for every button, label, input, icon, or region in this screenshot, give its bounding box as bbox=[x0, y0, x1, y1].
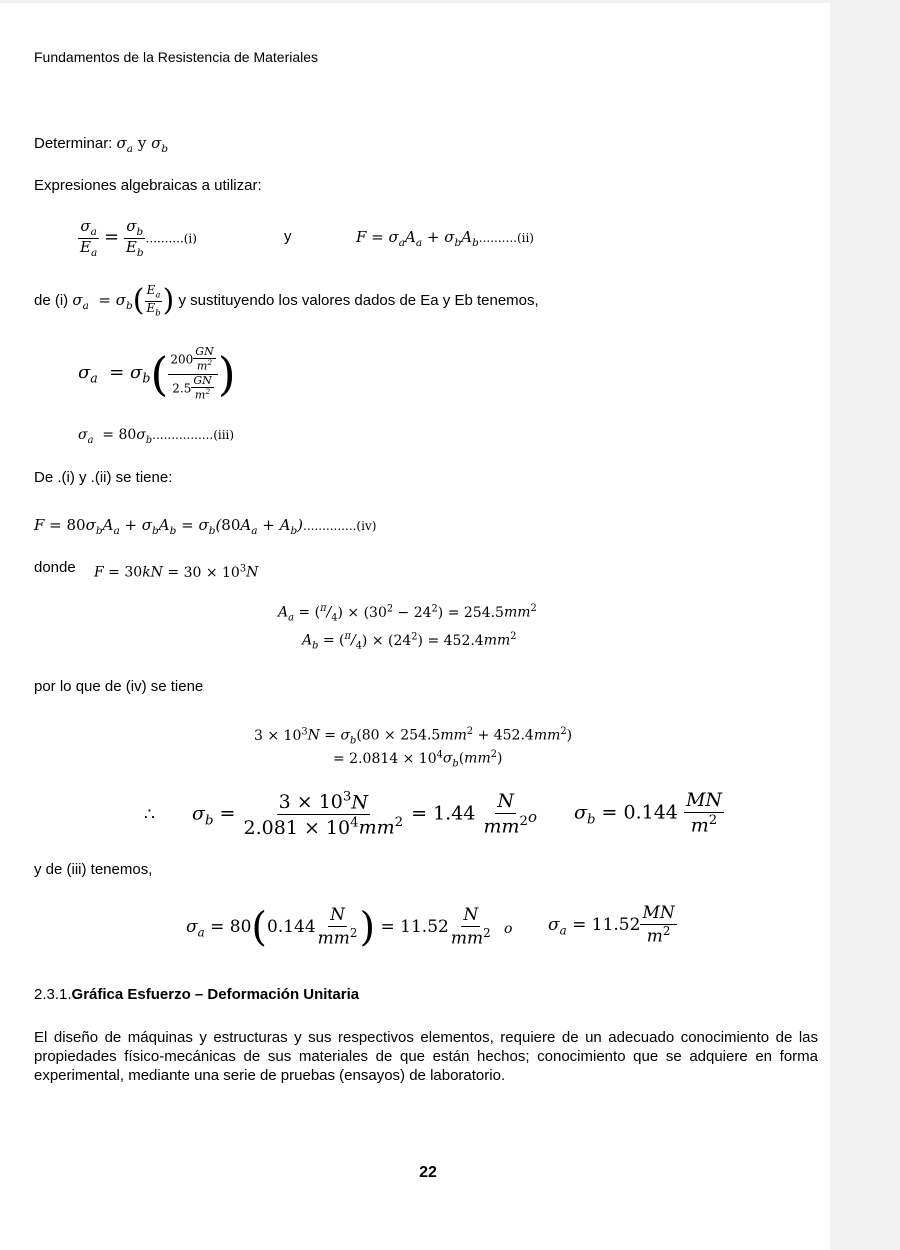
sigma-a-substitution: $\sigma_a = \sigma_b$( 200 $\frac{GN}{m^2}$ 2.5 $\frac{GN}{m^2}$ ) bbox=[78, 344, 236, 402]
right-margin-panel bbox=[830, 0, 900, 1250]
mn-per-m2-fraction: $\frac{MN}{m^2}$ bbox=[685, 789, 723, 837]
sigma-b-fraction: $\frac{3 \times 10^3N}{2.081 \times 10^4mm^2}$ bbox=[243, 790, 404, 839]
expresiones-label: Expresiones algebraicas a utilizar: bbox=[34, 177, 262, 194]
inner-n-per-mm2-fraction: $\frac{N}{mm^2}$ bbox=[317, 905, 358, 949]
determinar-expression: $\sigma_a$ y $\sigma_b$ bbox=[116, 134, 169, 155]
de-i-ii-line: De .(i) y .(ii) se tiene: bbox=[34, 469, 173, 486]
de-i-line bbox=[34, 282, 539, 324]
n-per-mm2-fraction: $\frac{N}{mm^2}$ bbox=[483, 790, 528, 838]
area-a-equation: $A_a = (^\pi/_4) \times (30^2 - 24^2) = 254.5mm^2$ bbox=[278, 603, 537, 624]
por-lo-que-line: por lo que de (iv) se tiene bbox=[34, 678, 204, 695]
fraction-sigma-a-over-ea: $\frac{\sigma_a}{E_a}$ bbox=[80, 217, 98, 260]
equation-ii: $F = \sigma_aA_a + \sigma_bA_b..........(ii)$ bbox=[356, 228, 534, 249]
de-i-suffix: y sustituyendo los valores dados de Ea y Eb tenemos, bbox=[178, 292, 539, 309]
equation-substitution-1: $3 \times 10^3N = \sigma_b(80 \times 254.5mm^2 + 452.4mm^2)$ bbox=[254, 726, 573, 747]
section-heading bbox=[34, 986, 359, 1004]
section-title: Gráfica Esfuerzo – Deformación Unitaria bbox=[71, 986, 360, 1003]
or-word-2: o bbox=[504, 921, 513, 937]
equation-iv-tag: ..............(iv) bbox=[303, 519, 377, 533]
y-de-iii-line: y de (iii) tenemos, bbox=[34, 861, 153, 878]
force-value: $F = 30kN = 30 \times 10^3N$ bbox=[94, 563, 259, 581]
de-i-prefix: de (i) bbox=[34, 292, 69, 309]
area-b-equation: $A_b = (^\pi/_4) \times (24^2) = 452.4mm^2$ bbox=[302, 631, 517, 652]
sigma-b-result: $\sigma_b$ = $\frac{3 \times 10^3N}{2.081 \times 10^4mm^2}$ = 1.44 $\frac{N}{mm^2}$ bbox=[192, 790, 528, 839]
sigma-a-relation: $\sigma_a = \sigma_b$( $\frac{E_a}{E_b}$ ) bbox=[72, 283, 175, 318]
sigma-a-n-per-mm2-fraction: $\frac{N}{mm^2}$ bbox=[450, 905, 491, 949]
equation-ii-tag: ..........(ii) bbox=[478, 231, 534, 245]
equation-i: $\frac{\sigma_a}{E_a}$ = $\frac{\sigma_b}{E_b}$ ..........(i) bbox=[80, 217, 197, 260]
determinar-label: Determinar: bbox=[34, 135, 113, 152]
page-header: Fundamentos de la Resistencia de Materiales bbox=[34, 49, 319, 65]
sigma-a-result-mn: $\sigma_a = 11.52$ $\frac{MN}{m^2}$ bbox=[548, 903, 675, 947]
body-paragraph: El diseño de máquinas y estructuras y sus respectivos elementos, requiere de un adecuado conocimiento de las propiedades físico-mecánicas de sus materiales de que están hechos; conocimiento que se adquiere en forma experimental, mediante una serie de pruebas (ensayos) de laboratorio. bbox=[34, 1029, 818, 1084]
equation-substitution-2: = $2.0814 \times 10^4\sigma_b(mm^2)$ bbox=[333, 749, 503, 770]
equation-iii-tag: ................(iii) bbox=[152, 428, 235, 442]
equation-iv: $F = 80\sigma_bA_a + \sigma_bA_b = \sigma_b(80A_a + A_b)..............(iv)$ bbox=[34, 516, 377, 537]
section-number: 2.3.1. bbox=[34, 986, 72, 1003]
page-number: 22 bbox=[419, 1164, 437, 1181]
donde-label: donde bbox=[34, 559, 76, 576]
equation-i-tag: ..........(i) bbox=[145, 231, 197, 246]
sigma-b-result-mn: $\sigma_b = 0.144$ $\frac{MN}{m^2}$ bbox=[574, 789, 723, 837]
sigma-a-mn-per-m2-fraction: $\frac{MN}{m^2}$ bbox=[642, 903, 675, 947]
modulus-ratio-fraction: 200 $\frac{GN}{m^2}$ 2.5 $\frac{GN}{m^2}$ bbox=[168, 346, 217, 403]
conjunction-y: y bbox=[284, 228, 292, 245]
sigma-a-result: $\sigma_a = 80(0.144$ $\frac{N}{mm^2}$ ) = 11.52 $\frac{N}{mm^2}$ bbox=[186, 904, 491, 951]
or-word-1: o bbox=[528, 808, 538, 826]
fraction-sigma-b-over-eb: $\frac{\sigma_b}{E_b}$ bbox=[125, 217, 144, 260]
therefore-symbol: ∴ bbox=[144, 805, 155, 824]
top-strip bbox=[0, 0, 900, 3]
determinar-line bbox=[34, 134, 168, 158]
equation-iii: $\sigma_a = 80\sigma_b................(iii)$ bbox=[78, 427, 235, 446]
